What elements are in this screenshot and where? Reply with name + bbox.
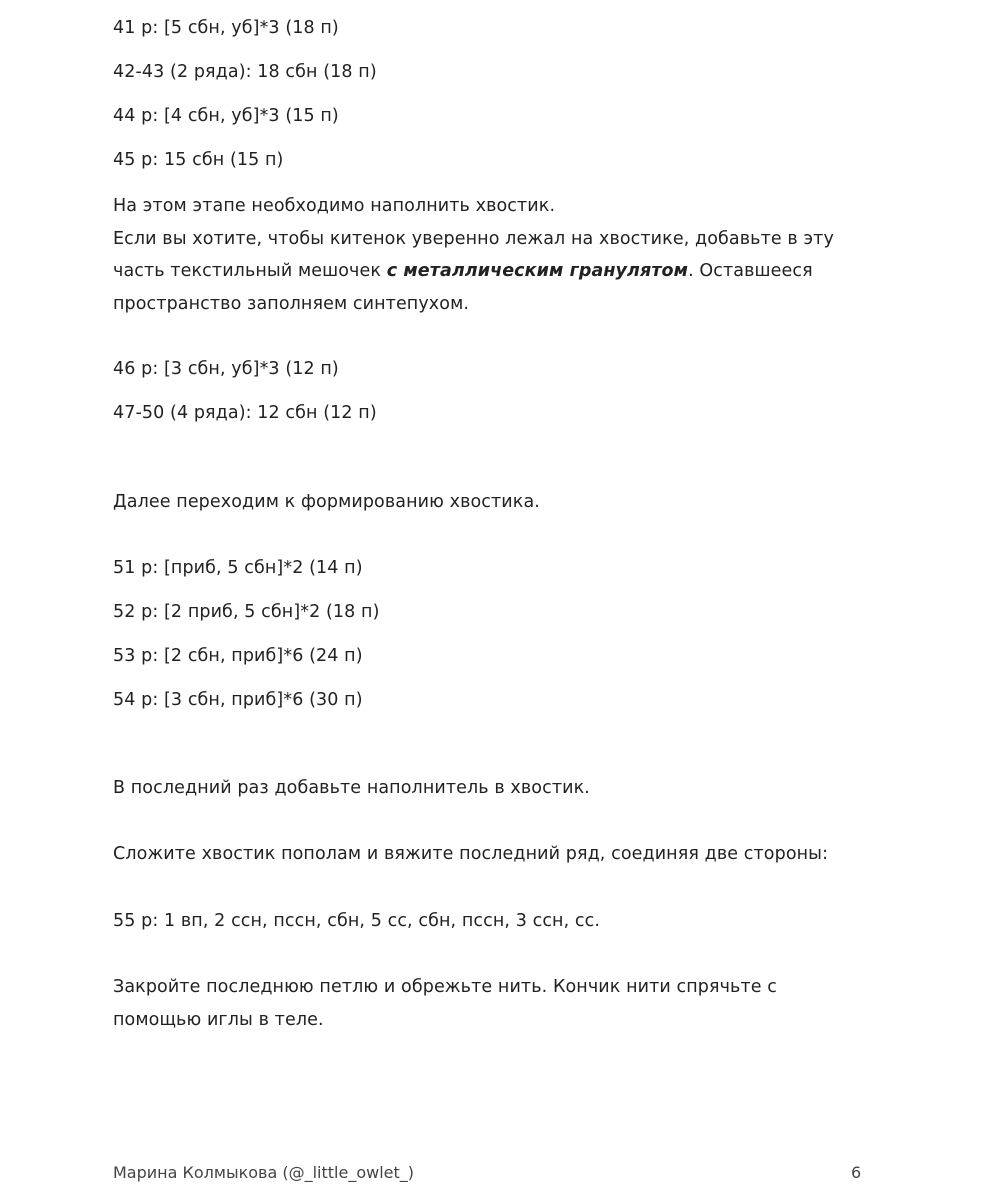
page-number: 6 — [851, 1163, 862, 1182]
stuffing-line-3-pre: часть текстильный мешочек — [113, 261, 387, 281]
row-45: 45 р: 15 сбн (15 п) — [113, 150, 284, 170]
stuffing-line-4: пространство заполняем синтепухом. — [113, 294, 470, 314]
row-55: 55 р: 1 вп, 2 ссн, пссн, сбн, 5 сс, сбн, пссн, 3 ссн, сс. — [113, 911, 601, 931]
row-41: 41 р: [5 сбн, уб]*3 (18 п) — [113, 18, 339, 38]
row-42-43: 42-43 (2 ряда): 18 сбн (18 п) — [113, 62, 377, 82]
closing-line-1: Закройте последнюю петлю и обрежьте нить. Кончик нити спрячьте с — [113, 977, 778, 997]
fold-text: Сложите хвостик пополам и вяжите последний ряд, соединяя две стороны: — [113, 844, 829, 864]
row-54: 54 р: [3 сбн, приб]*6 (30 п) — [113, 690, 363, 710]
stuffing-line-3 — [113, 260, 813, 282]
footer-author: Марина Колмыкова (@_little_owlet_) — [113, 1163, 415, 1182]
row-53: 53 р: [2 сбн, приб]*6 (24 п) — [113, 646, 363, 666]
closing-line-2: помощью иглы в теле. — [113, 1010, 324, 1030]
row-52: 52 р: [2 приб, 5 сбн]*2 (18 п) — [113, 602, 380, 622]
row-51: 51 р: [приб, 5 сбн]*2 (14 п) — [113, 558, 363, 578]
last-fill-text: В последний раз добавьте наполнитель в хвостик. — [113, 778, 590, 798]
row-47-50: 47-50 (4 ряда): 12 сбн (12 п) — [113, 403, 377, 423]
forming-text: Далее переходим к формированию хвостика. — [113, 492, 540, 512]
stuffing-line-1: На этом этапе необходимо наполнить хвостик. — [113, 196, 556, 216]
row-44: 44 р: [4 сбн, уб]*3 (15 п) — [113, 106, 339, 126]
stuffing-line-3-post: . Оставшееся — [688, 261, 813, 281]
stuffing-emphasis: с металлическим гранулятом — [386, 261, 689, 281]
stuffing-line-2: Если вы хотите, чтобы китенок уверенно лежал на хвостике, добавьте в эту — [113, 229, 834, 249]
row-46: 46 р: [3 сбн, уб]*3 (12 п) — [113, 359, 339, 379]
